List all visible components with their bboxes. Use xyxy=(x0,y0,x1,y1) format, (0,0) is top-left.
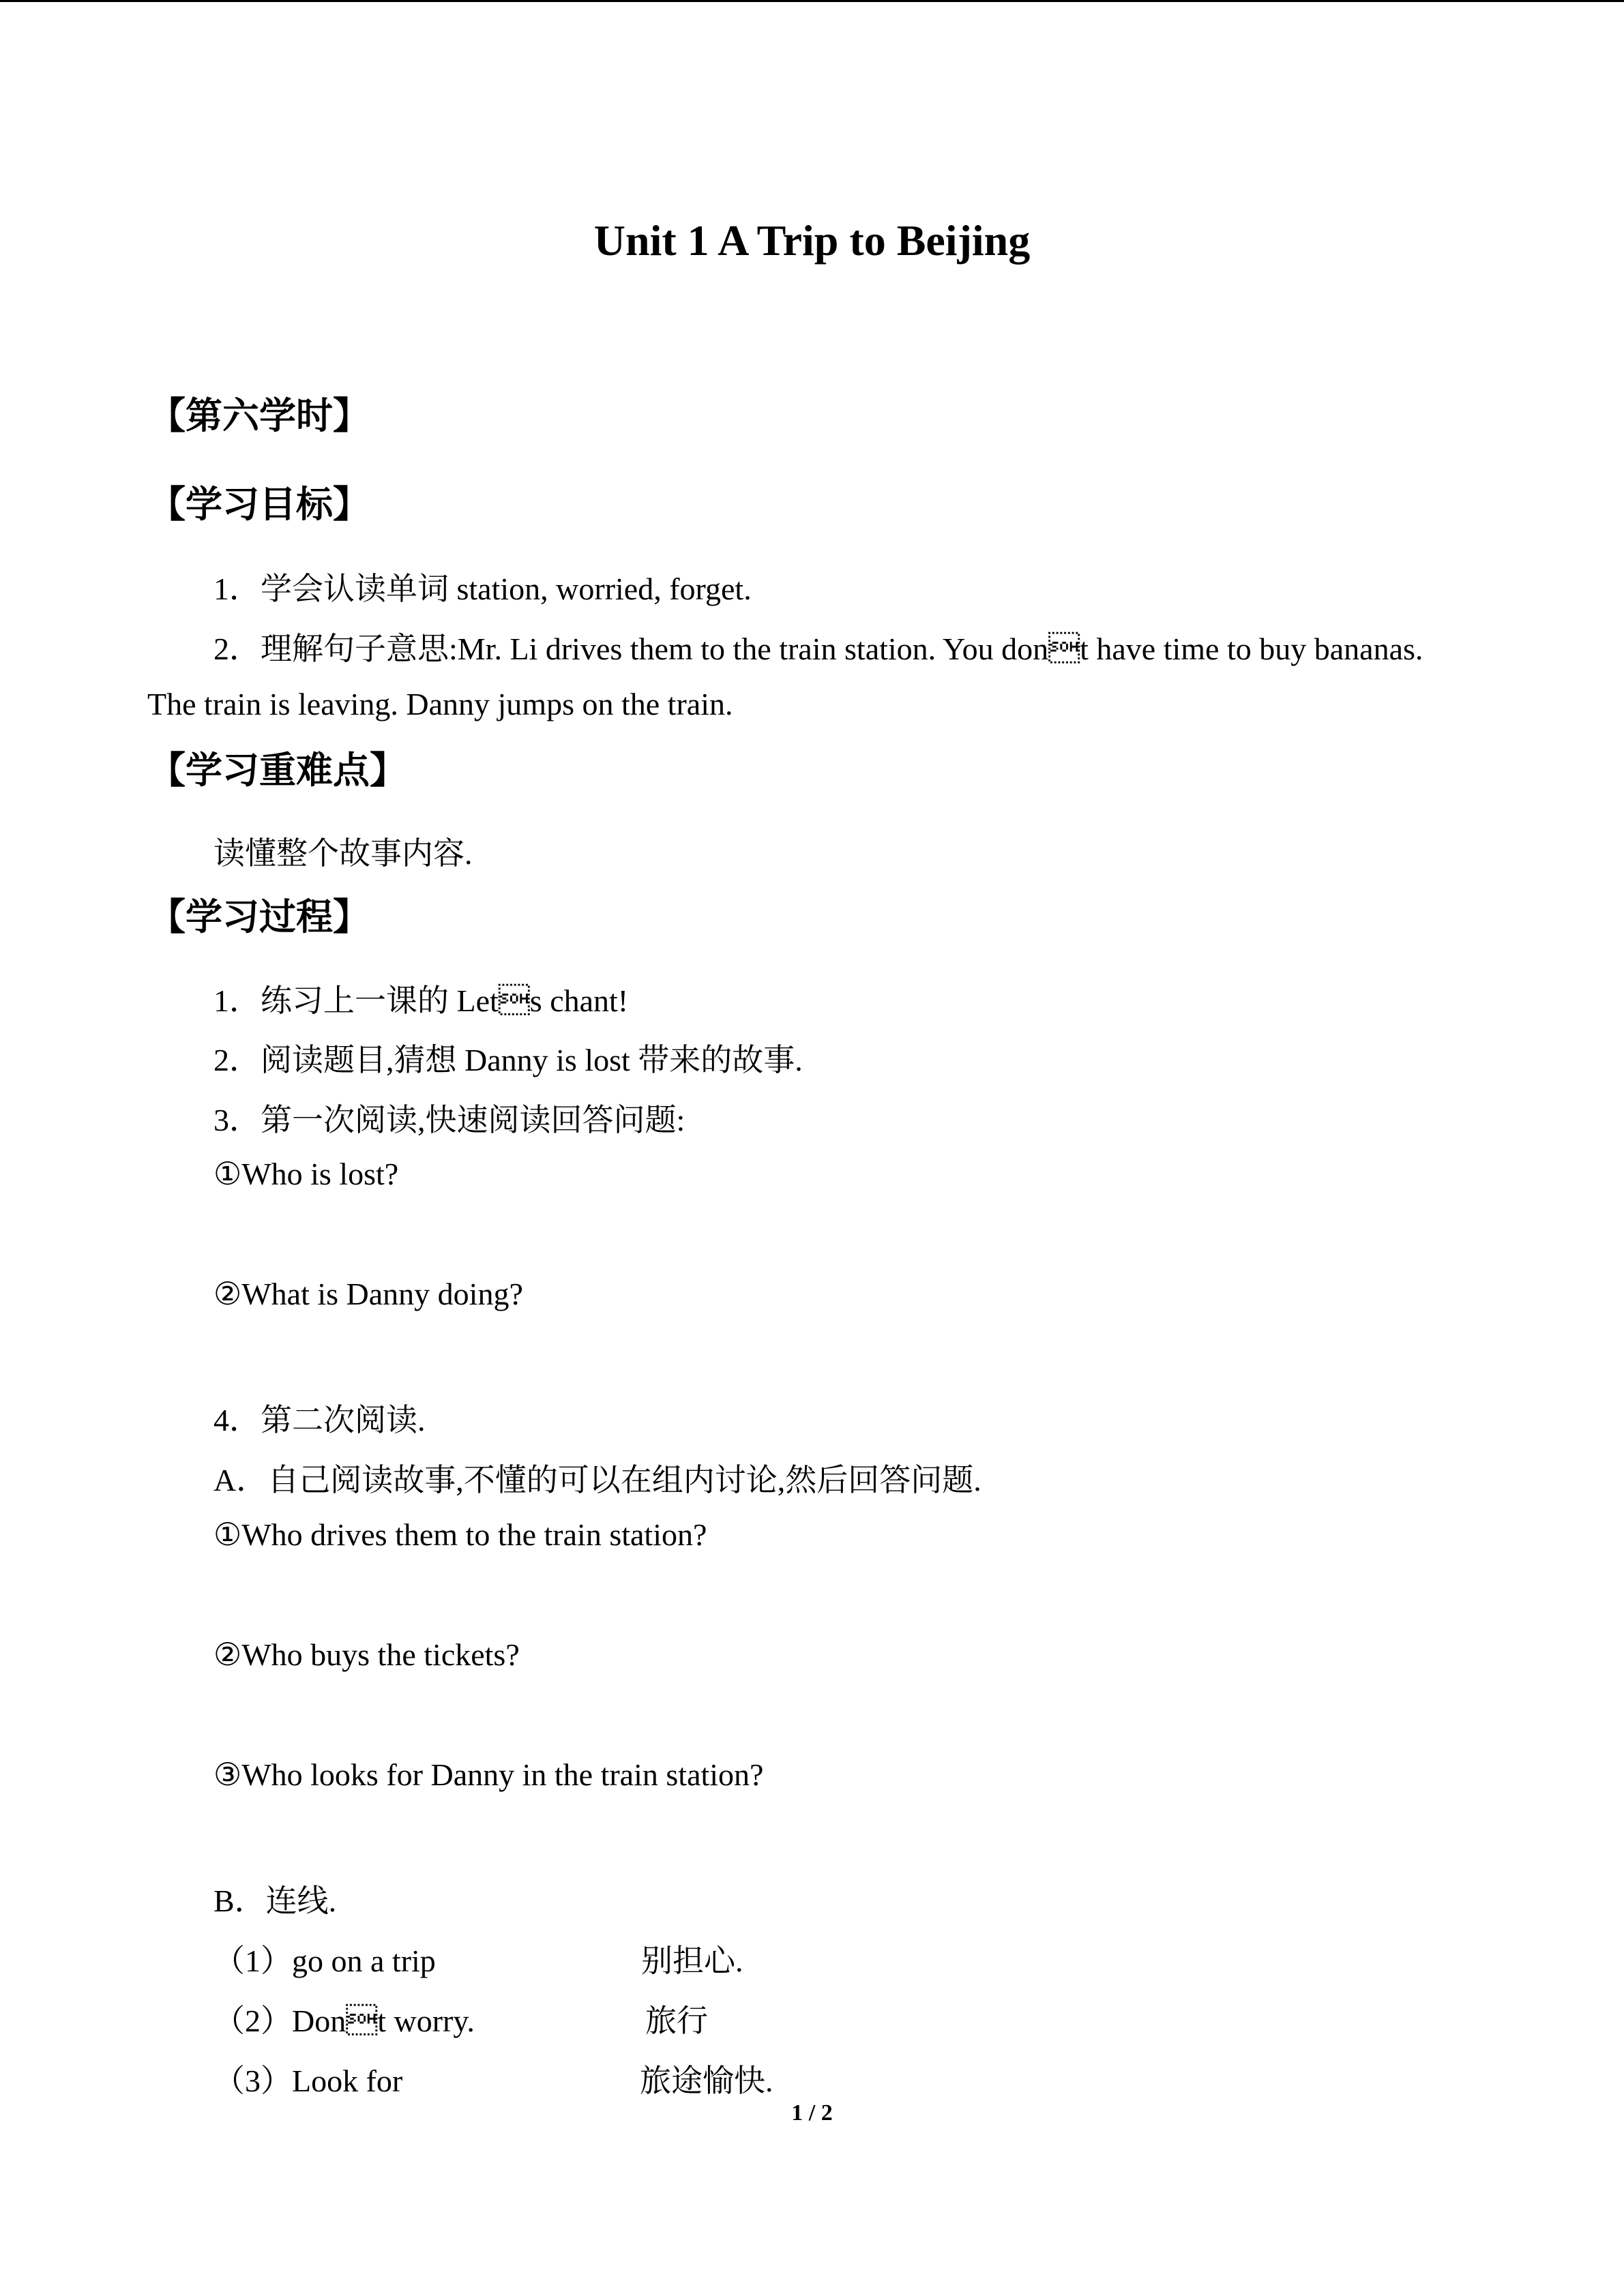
section-heading-objectives: 【学习目标】 xyxy=(149,483,370,526)
match-right-3: 旅途愉快. xyxy=(640,2063,773,2098)
match-left-2: （2）Dont worry. xyxy=(213,2003,475,2038)
objective-item-2: 2．理解句子意思:Mr. Li drives them to the train station. You dont have time to buy bananas. xyxy=(213,631,1423,666)
part-a-question-1: ①Who drives them to the train station? xyxy=(213,1517,707,1552)
match-left-3: （3）Look for xyxy=(213,2063,403,2098)
process-step-1: 1．练习上一课的 Lets chant! xyxy=(213,983,629,1018)
part-a-question-3: ③Who looks for Danny in the train station? xyxy=(213,1757,764,1792)
difficulties-text: 读懂整个故事内容. xyxy=(213,836,473,871)
process-step-3: 3．第一次阅读,快速阅读回答问题: xyxy=(213,1103,685,1137)
match-left-1: （1）go on a trip xyxy=(213,1943,436,1978)
question-2: ②What is Danny doing? xyxy=(213,1277,523,1311)
match-right-2: 旅行 xyxy=(645,2003,708,2038)
objective-item-2-continued: The train is leaving. Danny jumps on the train. xyxy=(147,687,733,721)
match-right-1: 别担心. xyxy=(641,1943,743,1978)
process-step-2: 2．阅读题目,猜想 Danny is lost 带来的故事. xyxy=(213,1043,803,1077)
section-heading-difficulties: 【学习重难点】 xyxy=(149,749,407,792)
part-b-instruction: B．连线. xyxy=(213,1883,337,1918)
top-border xyxy=(0,0,1624,2)
process-step-4: 4．第二次阅读. xyxy=(213,1403,426,1437)
section-heading-period: 【第六学时】 xyxy=(149,394,370,437)
question-1: ①Who is lost? xyxy=(213,1157,399,1191)
section-heading-process: 【学习过程】 xyxy=(149,895,370,938)
page-number: 1 / 2 xyxy=(791,2100,833,2126)
part-a-instruction: A．自己阅读故事,不懂的可以在组内讨论,然后回答问题. xyxy=(213,1463,981,1497)
objective-item-1: 1．学会认读单词 station, worried, forget. xyxy=(213,571,752,606)
document-title: Unit 1 A Trip to Beijing xyxy=(593,216,1031,265)
part-a-question-2: ②Who buys the tickets? xyxy=(213,1637,520,1672)
